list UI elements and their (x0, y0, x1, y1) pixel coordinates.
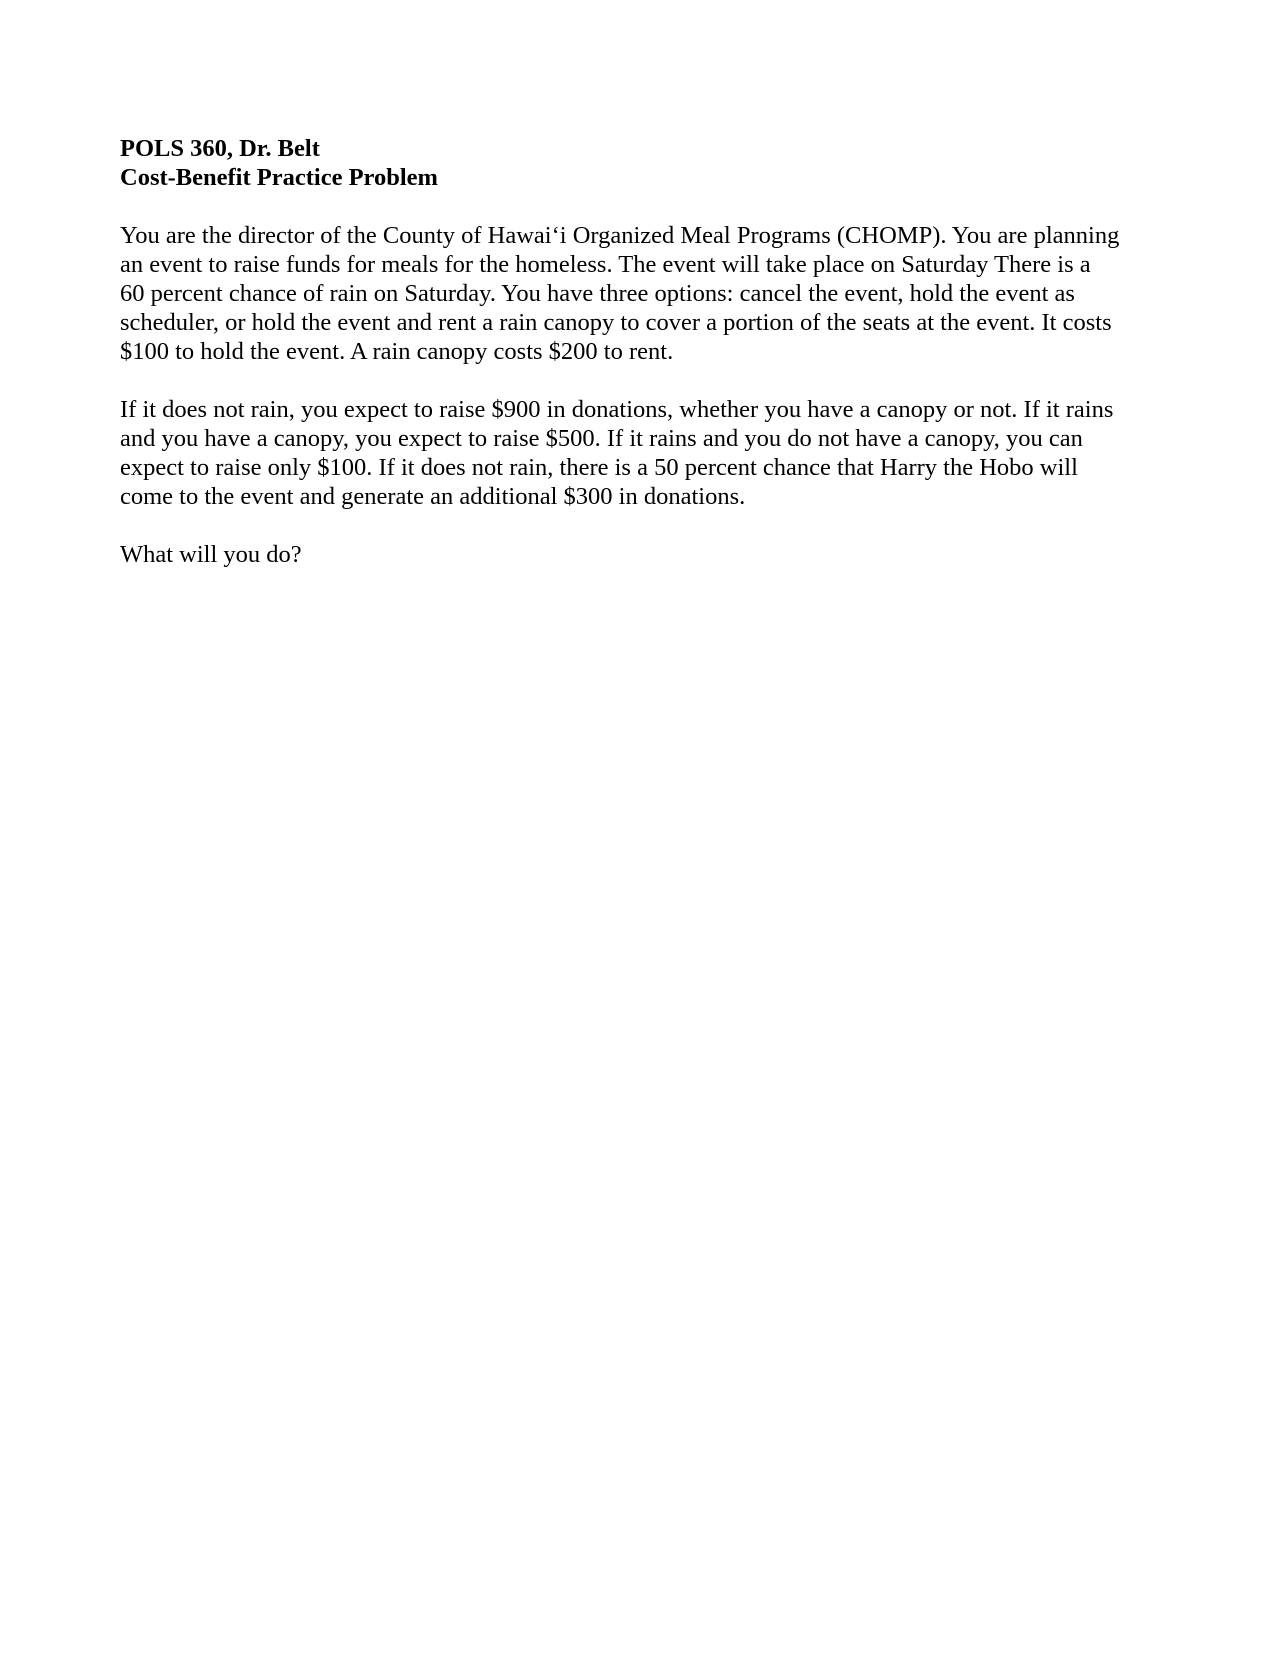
paragraph-scenario (120, 221, 1165, 366)
text-line: You are the director of the County of Hawai‘i Organized Meal Programs (CHOMP). You are planning (120, 222, 1120, 249)
text-line: scheduler, or hold the event and rent a rain canopy to cover a portion of the seats at the event. It costs (120, 309, 1112, 336)
text-line: 60 percent chance of rain on Saturday. You have three options: cancel the event, hold the event as (120, 280, 1075, 307)
text-line: If it does not rain, you expect to raise $900 in donations, whether you have a canopy or not. If it rains (120, 396, 1114, 423)
text-line: come to the event and generate an additional $300 in donations. (120, 483, 746, 510)
question-text: What will you do? (120, 541, 302, 568)
text-line: an event to raise funds for meals for the homeless. The event will take place on Saturday There is a (120, 251, 1091, 278)
course-heading: POLS 360, Dr. Belt (120, 135, 320, 162)
text-line: $100 to hold the event. A rain canopy costs $200 to rent. (120, 338, 674, 365)
document-title: Cost-Benefit Practice Problem (120, 164, 438, 191)
paragraph-outcomes (120, 395, 1165, 511)
text-line: and you have a canopy, you expect to raise $500. If it rains and you do not have a canopy, you can (120, 425, 1083, 452)
document-content (120, 134, 1165, 569)
text-line: expect to raise only $100. If it does not rain, there is a 50 percent chance that Harry the Hobo will (120, 454, 1078, 481)
